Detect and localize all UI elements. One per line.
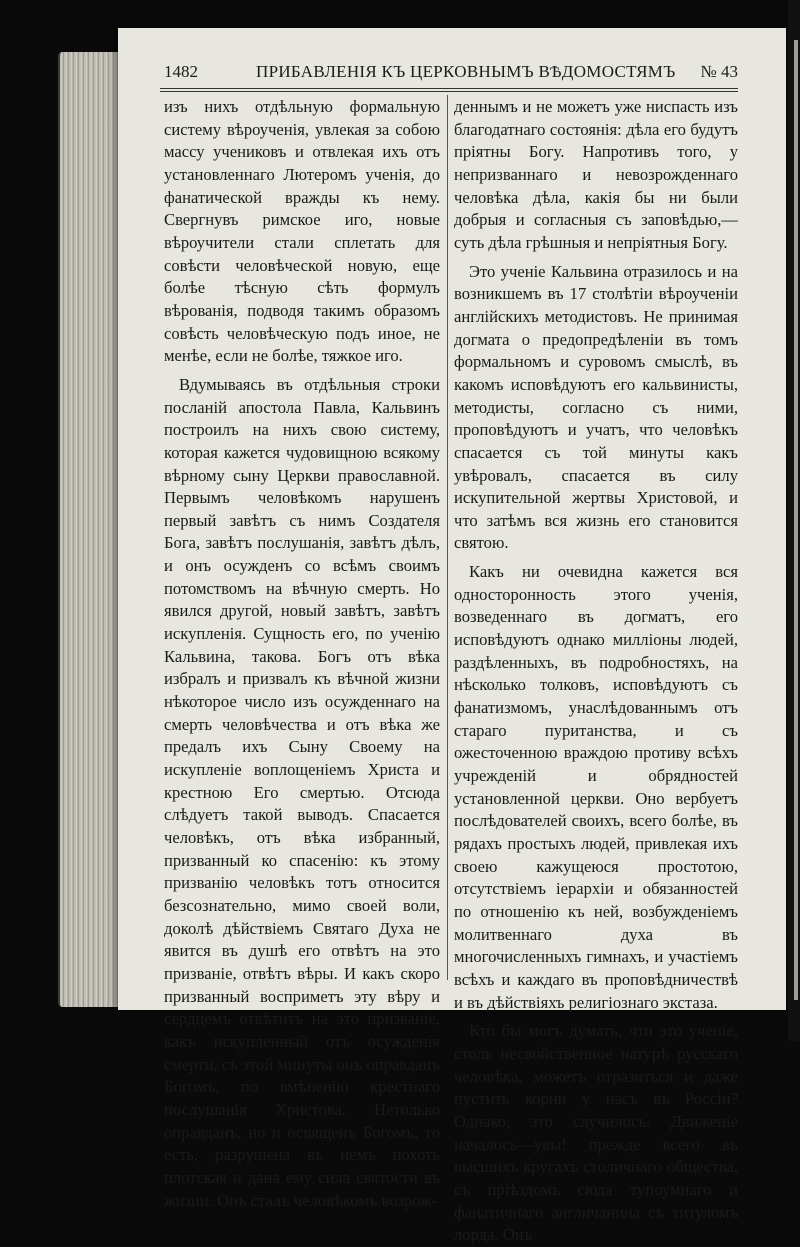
paragraph: Какъ ни очевидна кажется вся односторонность этого ученія, возведеннаго въ догматъ, его исповѣдуютъ однако милліоны людей, раздѣленныхъ, въ подробностяхъ, на нѣсколько толковъ, исповѣдуютъ съ фанатизмомъ, унаслѣдованнымъ отъ стараго пуританства, и съ ожесточенною враждою противу всѣхъ учрежденій и обрядностей установленной церкви. Оно вербуетъ послѣдователей своихъ, всего болѣе, въ рядахъ простыхъ людей, привлекая ихъ своею кажущеюся простотою, отсутствіемъ іерархіи и обязанностей по отношенію къ ней, возбужденіемъ молитвеннаго духа въ многочисленныхъ гимнахъ, и участіемъ всѣхъ и каждаго въ проповѣдничествѣ и въ дѣйствіяхъ религіознаго экстаза. bbox=[454, 562, 738, 1012]
paragraph: изъ нихъ отдѣльную формальную систему вѣроученія, увлекая за собою массу учениковъ и отвлекая ихъ отъ установленнаго Лютеромъ ученія, до фанатической вражды къ нему. Свергнувъ римское иго, новые вѣроучители стали сплетать для совѣсти человѣческой новую, еще болѣе тѣсную сѣть формулъ вѣрованія, подводя такимъ образомъ совѣсть человѣческую подъ иное, не менѣе, если не болѣе, тяжкое иго. bbox=[164, 97, 440, 366]
header-rule bbox=[160, 88, 738, 89]
issue-number: № 43 bbox=[700, 62, 738, 81]
right-column bbox=[454, 96, 738, 1247]
page-number: 1482 bbox=[164, 62, 198, 81]
right-edge-inner bbox=[794, 40, 798, 1000]
paragraph: Кто бы могъ думать, что это ученіе, столь несвойственное натурѣ русскаго человѣка, можетъ отразиться и даже пустить корни у насъ въ Россіи? Однако, это случилось. Движеніе началось—увы! прежде всего въ высшихъ кругахъ столичнаго общества, съ пріѣздомъ сюда тупоумнаго и фанатичнаго англичанина съ титуломъ лорда. Онъ bbox=[454, 1021, 738, 1245]
paragraph: деннымъ и не можетъ уже ниспасть изъ благодатнаго состоянія: дѣла его будутъ пріятны Богу. Напротивъ того, у непризваннаго и невозрожденнаго человѣка дѣла, какія бы ни были добрыя и согласныя съ заповѣдью,—суть дѣла грѣшныя и непріятныя Богу. bbox=[454, 97, 738, 252]
running-header bbox=[160, 62, 738, 88]
paragraph: Вдумываясь въ отдѣльныя строки посланій апостола Павла, Кальвинъ построилъ на нихъ свою систему, которая кажется чудовищною всякому вѣрному сыну Церкви православной. Первымъ человѣкомъ нарушенъ первый завѣтъ съ нимъ Создателя Бога, завѣтъ послушанія, завѣтъ дѣлъ, и онъ осужденъ со всѣмъ своимъ потомствомъ на вѣчную смерть. Но явился другой, новый завѣтъ, завѣтъ искупленія. Сущность его, по ученію Кальвина, такова. Богъ отъ вѣка избралъ и призвалъ къ вѣчной жизни нѣкоторое число изъ осужденнаго на смерть человѣчества и отъ вѣка же предалъ ихъ Сыну Своему на искупленіе воплощеніемъ Христа и крестною Его смертью. Отсюда слѣдуетъ такой выводъ. Спасается человѣкъ, отъ вѣка избранный, призванный ко спасенію: къ этому призванію человѣкъ тотъ относится безсознательно, мимо своей воли, доколѣ дѣйствіемъ Святаго Духа не явится въ душѣ его отвѣтъ на это призваніе, отвѣтъ вѣры. И какъ скоро призванный восприметъ эту вѣру и сердцемъ отвѣтитъ на это призваніе, какъ искупленный отъ осужденія смерти, съ этой минуты онъ оправданъ Богомъ, по вмѣненію крестнаго послушанія Христова. Нетолько оправданъ, но и освященъ Богомъ, то есть, разрушена въ немъ похоть плотская и дана ему сила святости въ жизни. Онъ сталъ человѣкомъ возрож- bbox=[164, 374, 440, 1210]
running-title: ПРИБАВЛЕНІЯ КЪ ЦЕРКОВНЫМЪ ВѢДОМОСТЯМЪ bbox=[256, 62, 676, 81]
column-divider bbox=[447, 95, 448, 980]
paragraph: Это ученіе Кальвина отразилось и на возникшемъ въ 17 столѣтіи вѣроученіи англійскихъ методистовъ. Не принимая догмата о предопредѣленіи въ томъ формальномъ и суровомъ смыслѣ, въ какомъ исповѣдуютъ его кальвинисты, методисты, согласно съ ними, проповѣдуютъ и учатъ, что человѣкъ спасается съ той минуты какъ увѣровалъ, спасается въ силу искупительной жертвы Христовой, и что затѣмъ вся жизнь его становится святою. bbox=[454, 261, 738, 553]
left-column bbox=[164, 96, 440, 1212]
header-rule-second bbox=[160, 91, 738, 92]
right-edge-strip bbox=[788, 0, 800, 1041]
